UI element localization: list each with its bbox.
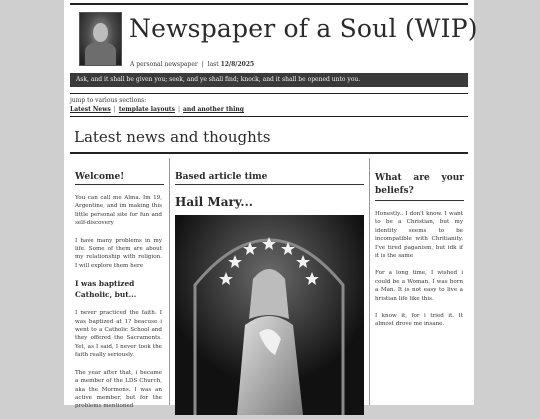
beliefs-paragraph-2: For a long time, I wished i could be a Woman. I was born a Man. It is not easy to live a hristian life like this. [375,270,463,302]
baptized-subheading: I was baptized Catholic, but... [75,279,137,300]
right-column [370,158,468,405]
byline-prefix: A personal newspaper [130,61,198,68]
welcome-paragraph-1: You can call me Alma. Im 19, Argentine, and im making this little personal site for fun and self-discovery [75,195,162,227]
virgin-mary-illustration [175,215,364,415]
jump-link-template-layouts[interactable]: template layouts [118,106,175,113]
byline [130,61,254,68]
newspaper-page [64,0,478,410]
article-title: Hail Mary... [175,195,253,209]
motto-bar: Ask, and it shall be given you; seek, and ye shall find; knock, and it shall be opened unto you. [70,73,468,87]
jump-label: jump to various sections: [70,97,147,104]
beliefs-heading: What are your beliefs? [375,172,464,201]
byline-last-label: last [207,61,219,68]
left-column [70,158,168,410]
nav-top-rule [70,93,468,94]
byline-separator: | [201,61,204,68]
jump-links [70,106,244,113]
jump-separator: | [177,106,180,113]
section-rule [70,152,468,154]
nav-bottom-rule [70,116,468,117]
article-section-heading: Based article time [175,172,364,185]
welcome-heading: Welcome! [75,172,164,185]
jump-link-latest-news[interactable]: Latest News [70,106,111,113]
virgin-mary-image [175,215,364,415]
masthead-portrait [79,12,122,66]
top-rule [70,3,468,5]
baptized-paragraph-1: I never practiced the faith. I was baptized at 1? beacuse i went to a Catholic School and they offered the Sacraments. Yet, as I said, I never took the faith really seriously. [75,310,162,359]
portrait-robe [85,42,116,65]
section-title: Latest news and thoughts [74,128,271,146]
beliefs-paragraph-3: I know it, for i tried it. It almost drove me insane. [375,313,463,328]
byline-date: 12/8/2025 [220,61,255,68]
welcome-paragraph-2: I have many problems in my life. Some of them are about my relationship with religion. I will explore them here [75,237,162,269]
beliefs-paragraph-1: Honestly.. I don't know. I want to be a Christian, but my identity seems to be incompatible with Chritianity. I've tired paganism, but idk if it is the same [375,211,463,260]
jump-separator: | [113,106,116,113]
portrait-face [93,23,108,42]
baptized-paragraph-2: The year after that, i became a member of the LDS Church, aka the Mormons. I was an active member, but for the problems mentioned [75,369,162,410]
jump-link-another-thing[interactable]: and another thing [183,106,244,113]
site-title: Newspaper of a Soul (WIP) [129,14,478,43]
middle-column [170,158,370,405]
